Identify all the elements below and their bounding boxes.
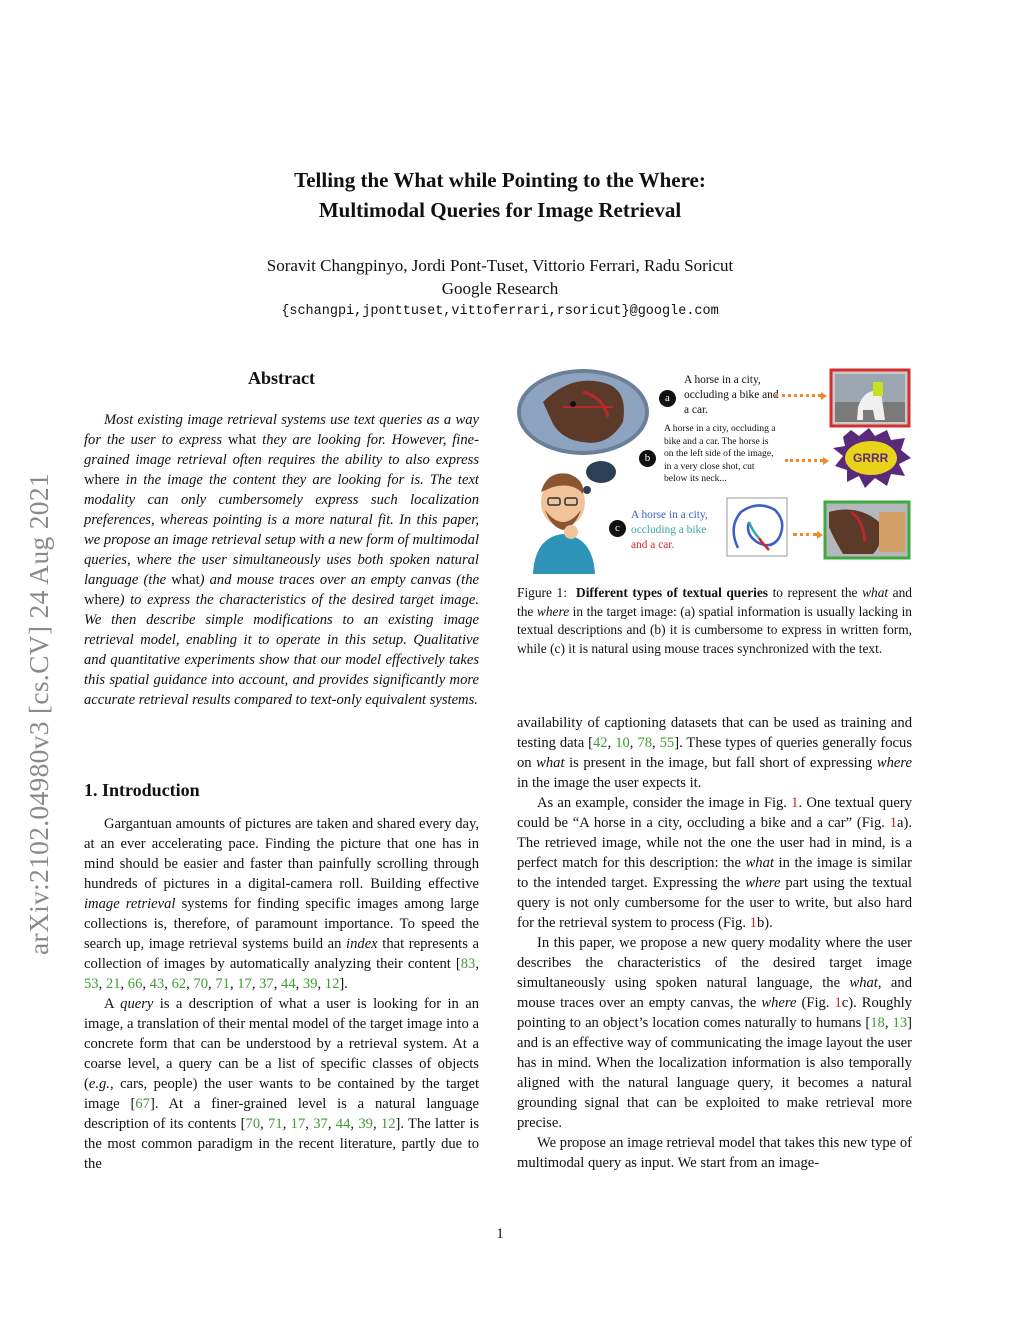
title-line-1: Telling the What while Pointing to the Where: xyxy=(294,168,706,192)
text: in the image is similar to the intended target. Expressing the xyxy=(517,855,912,891)
intro-body xyxy=(84,814,479,1174)
right-paragraph-2 xyxy=(517,793,912,933)
emph: what xyxy=(536,755,565,771)
text: ]. xyxy=(339,976,348,992)
citation-link[interactable]: 12 xyxy=(380,1116,396,1132)
grr-text: GRRR xyxy=(853,451,889,465)
title-line-2: Multimodal Queries for Image Retrieval xyxy=(318,198,682,222)
figure-ref-link[interactable]: 1 xyxy=(749,915,757,931)
text: (Fig. xyxy=(796,995,835,1011)
citation-link[interactable]: 44 xyxy=(335,1116,351,1132)
emph: where xyxy=(745,875,781,891)
section-heading-introduction: 1. Introduction xyxy=(84,780,200,800)
caption-label: Figure 1: xyxy=(517,585,567,600)
text: . One textual query could be “A horse in a city, occluding a bike and a car” (Fig. xyxy=(517,795,912,831)
author-emails: {schangpi,jponttuset,vittoferrari,rsoricut}@google.com xyxy=(281,304,719,319)
citation-link[interactable]: 70 xyxy=(245,1116,261,1132)
citation-link[interactable]: 55 xyxy=(659,735,675,751)
citation-link[interactable]: 17 xyxy=(290,1116,306,1132)
citation-link[interactable]: 43 xyxy=(149,976,165,992)
label-c-badge: c xyxy=(609,520,626,537)
abstract-where: where xyxy=(84,472,120,488)
caption-emph: where xyxy=(536,603,570,619)
arrow-b xyxy=(785,459,823,462)
emph: where xyxy=(876,755,912,771)
caption-emph: what xyxy=(862,585,889,600)
citation-link[interactable]: 83 xyxy=(460,956,476,972)
figure-ref-link[interactable]: 1 xyxy=(889,815,897,831)
text: that represents a collection of images by automatically analyzing their content [ xyxy=(84,936,480,972)
person-shirt xyxy=(533,534,595,574)
intro-paragraph-2: A query is a description of what a user is looking for in an image, a translation of their mental model of the target image into a concrete form that can be understood by a retrieval system. At a coarse level, a query can be a list of specific classes of objects (e.g., cars, people) the user wants to be contained by the target image [67]. At a finer-grained level is a natural language description of its contents [70, 71, 17, 37, 44, 39, 12]. The latter is the most common paradigm in the recent literature, partly due to the xyxy=(84,996,480,1172)
emph: query xyxy=(120,996,154,1012)
text: , xyxy=(884,1015,893,1031)
text: Gargantuan amounts of pictures are taken and shared every day, at an ever accelerating pace. Finding the picture that one has in mind should be easier and faster than painfully scrolling through hundreds of pictures in a digital-camera roll. Building effective xyxy=(84,816,479,892)
abstract-paragraph xyxy=(84,410,479,710)
right-paragraph-3 xyxy=(517,933,912,1133)
citation-link[interactable]: 13 xyxy=(892,1015,908,1031)
citation-link[interactable]: 12 xyxy=(324,976,340,992)
text: is present in the image, but fall short of expressing xyxy=(564,755,877,771)
citation-link[interactable]: 10 xyxy=(615,735,630,751)
emph: what xyxy=(849,975,878,991)
figure-ref-link[interactable]: 1 xyxy=(791,795,799,811)
query-a-text: A horse in a city, occluding a bike and a car. xyxy=(684,374,779,416)
arrow-a xyxy=(775,394,821,397)
query-c-part-2 xyxy=(631,523,731,538)
text: As an example, consider the image in Fig. xyxy=(537,795,792,811)
right-paragraph-1: availability of captioning datasets that can be used as training and testing data [42, 10, 78, 55]. These types of queries generally focus on what is present in the image, but fall short of expressing where in the image the user expects it. xyxy=(517,715,913,791)
text: part using the textual query is not only cumbersome for the user to write, but also hard for the retrieval system to process (Fig. xyxy=(517,875,912,931)
text: is a description of what a user is looking for in an image, a translation of their mental model of the target image into a concrete form that can be understood by a retrieval system. At a coarse level, a query can be a list of specific classes of objects ( xyxy=(84,996,479,1092)
citation-link[interactable]: 21 xyxy=(105,976,121,992)
text: , cars, people) the user wants to be contained by the target image [ xyxy=(84,1076,479,1112)
figure-1 xyxy=(513,362,913,574)
arrow-a-head xyxy=(821,392,827,400)
citation-link[interactable]: 18 xyxy=(870,1015,885,1031)
text: In this paper, we propose a new query modality where the user describes the characteristics of the desired target image simultaneously using spoken natural language, the xyxy=(517,935,912,991)
emph: where xyxy=(761,995,797,1011)
query-c-part-2-text: occluding a bike xyxy=(631,524,707,536)
citation-link[interactable]: 62 xyxy=(171,976,187,992)
text: in the image the user expects it. xyxy=(517,775,702,791)
citation-link[interactable]: 44 xyxy=(281,976,296,992)
abstract-body xyxy=(84,410,479,710)
emph: what xyxy=(745,855,774,871)
abstract-what: what xyxy=(227,432,257,448)
citation-link[interactable]: 78 xyxy=(637,735,652,751)
text: b). xyxy=(756,915,773,931)
citation-link[interactable]: 17 xyxy=(237,976,252,992)
caption-text: to represent the xyxy=(768,585,863,600)
emph: e.g. xyxy=(88,1076,110,1092)
emph: image retrieval xyxy=(84,896,176,912)
citation-link[interactable]: 42 xyxy=(593,735,608,751)
citation-link[interactable]: 67 xyxy=(135,1096,150,1112)
caption-bold: Different types of textual queries xyxy=(576,585,769,600)
text: ]. The latter is the most common paradigm in the recent literature, partly due to the xyxy=(84,1116,480,1172)
query-c-part-3: and a car. xyxy=(631,539,675,551)
author-names: Soravit Changpinyo, Jordi Pont-Tuset, Vittorio Ferrari, Radu Soricut xyxy=(266,256,734,275)
abstract-heading: Abstract xyxy=(248,368,315,388)
thought-dot-small xyxy=(583,486,591,494)
text: ]. These types of queries generally focus on xyxy=(517,735,913,771)
arrow-c-head xyxy=(817,531,823,539)
abstract-text: in the image the content they are looking for is. The text modality can only cumbersomely express such localization preferences, whereas pointing is a more natural fit. In this paper, we propose an image retrieval setup with a new form of multimodal queries, where the user simultaneously uses both spoken natural language (the xyxy=(84,472,479,588)
caption-text: in the target image: (a) spatial information is usually lacking in textual descriptions and (b) it is cumbersome to express in written form, while (c) it is natural using mouse traces synchronized with the text. xyxy=(517,603,912,656)
text: ]. At a finer-grained level is a natural language description of its contents [ xyxy=(84,1096,479,1132)
abstract-text: ) to express the characteristics of the desired target image. We then describe simple modifications to an existing image retrieval model, enabling it to operate in this setup. Qualitative and quantitative experiments show that our model effectively takes this spatial guidance into account, and provides significantly more accurate retrieval results compared to text-only equivalent systems. xyxy=(84,592,479,708)
affiliation: Google Research xyxy=(441,279,559,298)
right-column-body xyxy=(517,713,912,1173)
label-a-badge: a xyxy=(659,390,676,407)
text: systems for finding specific images among large collections is, therefore, of paramount importance. To speed the search up, image retrieval systems build an xyxy=(84,896,479,952)
paper-title xyxy=(150,165,850,225)
text: a). The retrieved image, while not the one the user had in mind, is a perfect match for this description: the xyxy=(517,815,912,871)
abstract-text: ) and mouse traces over an empty canvas (the xyxy=(199,572,479,588)
citation-link[interactable]: 66 xyxy=(127,976,143,992)
citation-link[interactable]: 37 xyxy=(313,1116,328,1132)
query-b-text: A horse in a city, occluding a bike and a car. The horse is on the left side of the image, in a very close shot, cut below its neck... xyxy=(664,423,776,484)
page-number: 1 xyxy=(496,1226,504,1242)
abstract-where: where xyxy=(84,592,120,608)
author-block xyxy=(150,254,850,323)
abstract-what: what xyxy=(171,572,200,588)
abstract-text: they are looking for. However, fine-grained image retrieval often requires the ability to also express xyxy=(84,432,479,468)
thought-dot-large xyxy=(586,461,616,483)
abstract-text: Most existing image retrieval systems use text queries as a way for the user to express xyxy=(84,412,479,448)
arrow-c xyxy=(793,533,817,536)
emph: index xyxy=(346,936,378,952)
citation-link[interactable]: 37 xyxy=(259,976,274,992)
citation-link[interactable]: 71 xyxy=(268,1116,283,1132)
text: availability of captioning datasets that can be used as training and testing data [ xyxy=(517,715,912,751)
arrow-b-head xyxy=(823,457,829,465)
text: , and mouse traces over an empty canvas, the xyxy=(517,975,912,1011)
query-c-part-1: A horse in a city, xyxy=(631,509,708,521)
intro-paragraph-1: Gargantuan amounts of pictures are taken and shared every day, at an ever accelerating pace. Finding the picture that one has in mind should be easier and faster than painfully scrolling through hundreds of pictures in a digital-camera roll. Building effective image retrieval systems for finding specific images among large collections is, therefore, of paramount importance. To speed the search up, image retrieval systems build an index that represents a collection of images by automatically analyzing their content [83, 53, 21, 66, 43, 62, 70, 71, 17, 37, 44, 39, 12]. xyxy=(84,816,480,992)
citation-link[interactable]: 53 xyxy=(84,976,99,992)
figure-1-caption xyxy=(517,584,912,658)
text: A xyxy=(104,996,121,1012)
query-c-text xyxy=(631,508,731,553)
citation-link[interactable]: 71 xyxy=(215,976,230,992)
caption-text: and the xyxy=(517,585,912,619)
figure-ref-link[interactable]: 1 xyxy=(834,995,842,1011)
label-b-badge: b xyxy=(639,450,656,467)
text: ] and is an effective way of communicating the image layout the user has in mind. When the localization information is also temporally aligned with the natural language query, it becomes a natural grounding signal that can be exploited to make retrieval more precise. xyxy=(517,1015,912,1131)
right-paragraph-4: We propose an image retrieval model that takes this new type of multimodal query as input. We start from an image- xyxy=(517,1135,912,1171)
text: c). Roughly pointing to an object’s location comes naturally to humans [ xyxy=(517,995,912,1031)
citation-link[interactable]: 39 xyxy=(358,1116,373,1132)
citation-link[interactable]: 39 xyxy=(302,976,318,992)
arxiv-identifier: arXiv:2102.04980v3 [cs.CV] 24 Aug 2021 xyxy=(23,473,54,955)
citation-link[interactable]: 70 xyxy=(193,976,209,992)
